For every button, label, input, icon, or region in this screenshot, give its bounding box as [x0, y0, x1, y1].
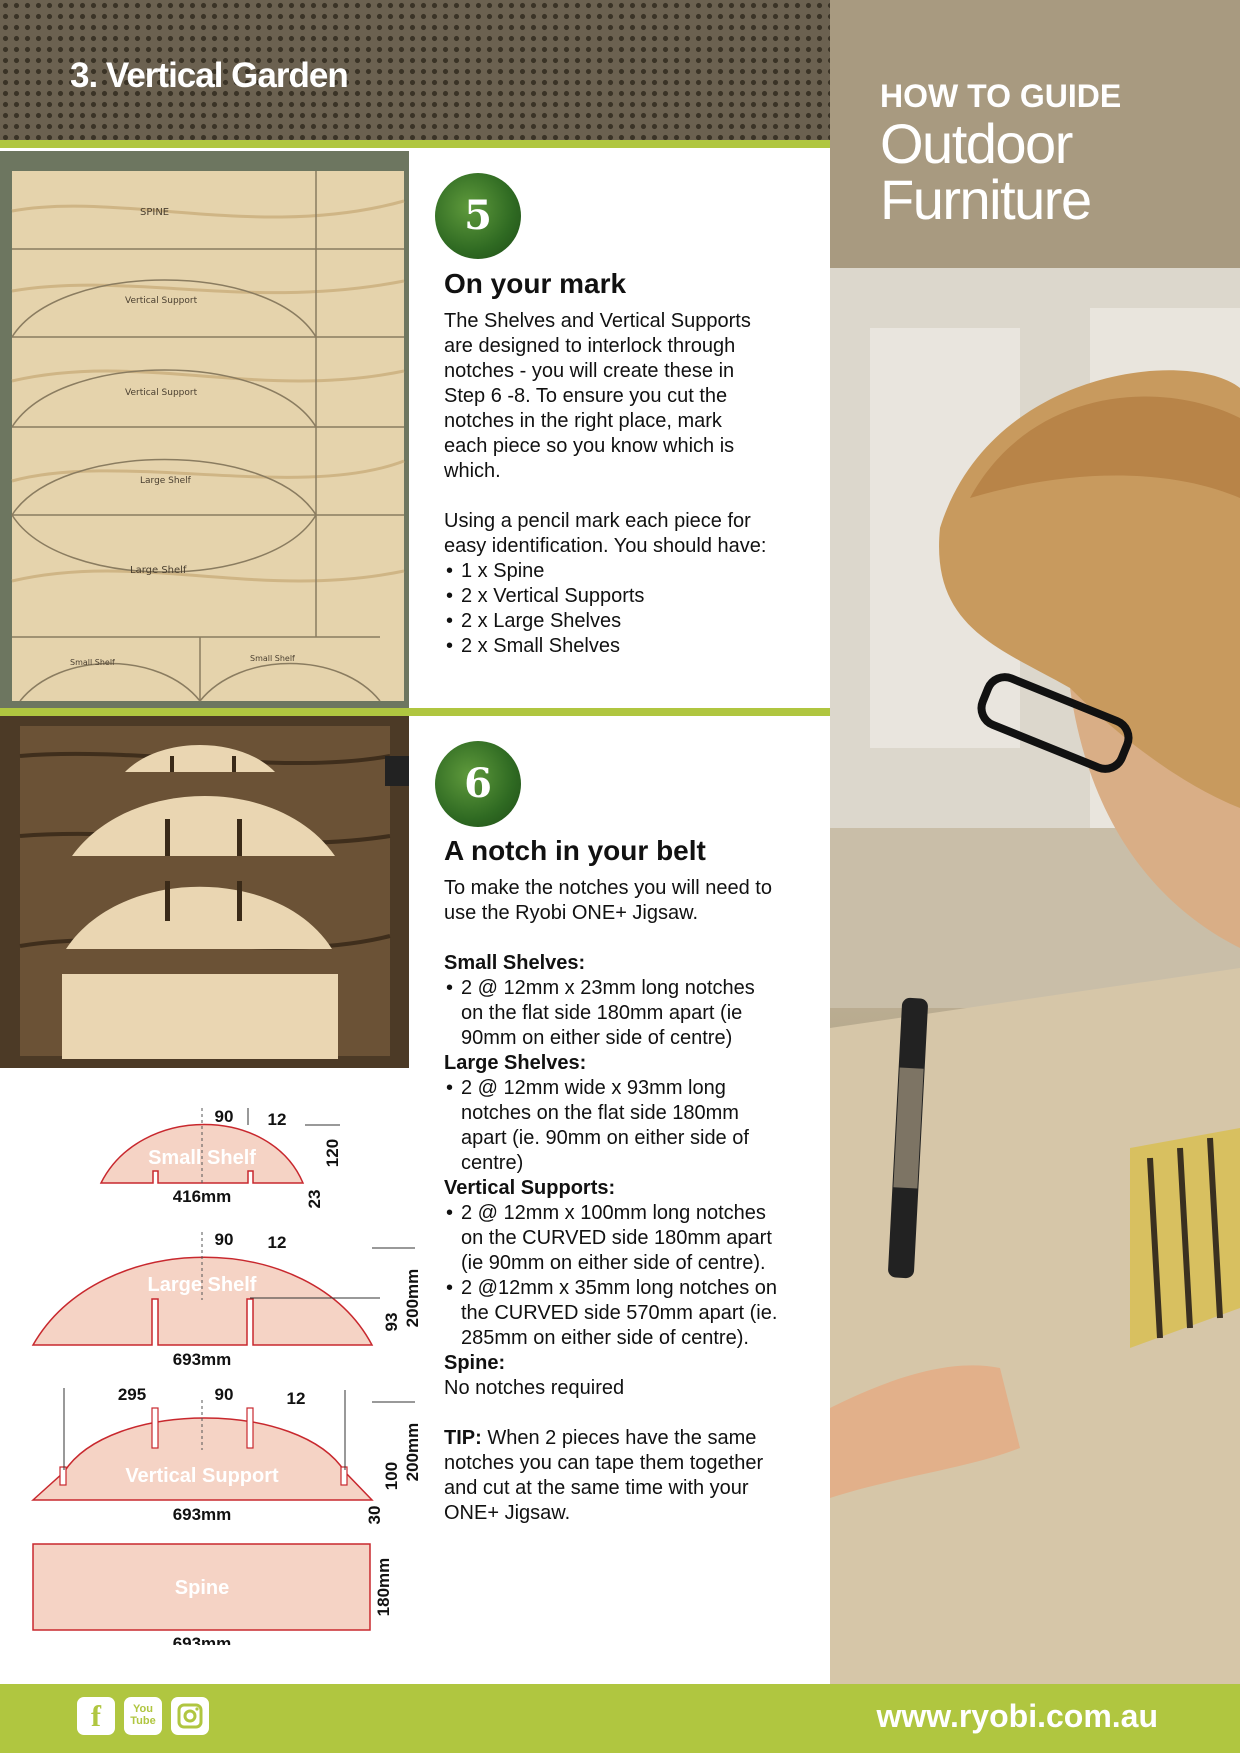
paragraph: Using a pencil mark each piece for easy identification. You should have: — [444, 510, 767, 557]
header-banner — [0, 0, 830, 140]
spine-title: Spine: — [444, 1352, 506, 1374]
piece-name: Large Shelf — [147, 1274, 257, 1296]
offset-label: 90 — [214, 1107, 234, 1126]
header-divider — [0, 140, 830, 148]
step-6-heading: A notch in your belt — [444, 835, 706, 866]
section-divider — [0, 708, 830, 716]
step-5-heading: On your mark — [444, 268, 627, 299]
step-number: 6 — [464, 760, 492, 807]
cut-pieces-photo — [0, 716, 409, 1068]
list-item: • 2 x Large Shelves — [444, 609, 804, 634]
label-small-shelf: Small Shelf — [250, 654, 295, 663]
step-6-body — [444, 876, 824, 1526]
step-number: 5 — [464, 192, 492, 239]
list-item: • 1 x Spine — [444, 559, 804, 584]
list-item: • 2 @ 12mm x 23mm long notches on the flat side 180mm apart (ie 90mm on either side of centre) — [444, 976, 824, 1051]
paragraph: The Shelves and Vertical Supports are designed to interlock through notches - you will create these in Step 6 -8. To ensure you cut the notches in the right place, mark each piece so you know which is which. — [444, 310, 751, 482]
marked-plywood-photo — [0, 151, 409, 708]
notch-length-label: 100 — [382, 1461, 401, 1491]
label-large-shelf: Large Shelf — [130, 565, 187, 576]
notch-length-label: 23 — [305, 1189, 324, 1209]
base-label: 30 — [365, 1505, 384, 1525]
step-5-body — [444, 309, 804, 659]
tip: TIP: When 2 pieces have the same notches you can tape them together and cut at the same time with your ONE+ Jigsaw. — [444, 1427, 764, 1524]
guide-title — [880, 112, 1091, 231]
list-item: • 2 x Small Shelves — [444, 634, 804, 659]
list-item: • 2 @12mm x 35mm long notches on the CURVED side 570mm apart (ie. 285mm on either side of centre). — [444, 1276, 824, 1351]
guide-title-line1: Outdoor — [880, 112, 1072, 175]
width-label: 693mm — [172, 1350, 232, 1369]
width-label: 693mm — [172, 1505, 232, 1524]
notch-width-label: 12 — [267, 1233, 287, 1252]
large-shelf-diagram — [33, 1230, 422, 1369]
woman-drawing-photo — [830, 268, 1240, 1684]
tip-label: TIP: — [444, 1427, 482, 1449]
guide-title-line2: Furniture — [880, 168, 1091, 231]
list-item: • 2 x Vertical Supports — [444, 584, 804, 609]
small-shelves-title: Small Shelves: — [444, 952, 586, 974]
small-shelf-diagram — [101, 1107, 342, 1208]
piece-name: Vertical Support — [125, 1465, 279, 1487]
label-spine: SPINE — [140, 207, 170, 218]
height-label: 180mm — [374, 1557, 393, 1617]
list-item: • 2 @ 12mm wide x 93mm long notches on the flat side 180mm apart (ie. 90mm on either side of centre) — [444, 1076, 824, 1176]
piece-name: Spine — [174, 1577, 230, 1599]
height-label: 200mm — [403, 1268, 422, 1328]
step-6-badge — [435, 741, 521, 827]
label-vertical-support: Vertical Support — [125, 296, 198, 306]
label-large-shelf: Large Shelf — [140, 476, 191, 486]
outer-offset-label: 295 — [117, 1385, 147, 1404]
website-link[interactable]: www.ryobi.com.au — [876, 1698, 1158, 1734]
piece-name: Small Shelf — [148, 1147, 256, 1169]
step-5-badge — [435, 173, 521, 259]
notch-width-label: 12 — [286, 1389, 306, 1408]
vertical-support-diagram — [33, 1385, 422, 1524]
height-label: 120 — [323, 1138, 342, 1168]
vertical-supports-title: Vertical Supports: — [444, 1177, 616, 1199]
pieces-list — [444, 559, 804, 659]
youtube-icon[interactable]: You Tube — [124, 1697, 162, 1735]
cutting-diagram — [0, 1085, 430, 1645]
spine-diagram — [33, 1544, 393, 1645]
label-small-shelf: Small Shelf — [70, 658, 115, 667]
notch-width-label: 12 — [267, 1110, 287, 1129]
offset-label: 90 — [214, 1230, 234, 1249]
large-shelves-title: Large Shelves: — [444, 1052, 587, 1074]
width-label: 693mm — [172, 1634, 232, 1645]
spine-text: No notches required — [444, 1377, 625, 1399]
guide-label: HOW TO GUIDE — [880, 78, 1122, 114]
label-vertical-support: Vertical Support — [125, 388, 198, 398]
offset-label: 90 — [214, 1385, 234, 1404]
instagram-icon[interactable] — [171, 1697, 209, 1735]
height-label: 200mm — [403, 1422, 422, 1482]
section-title: 3. Vertical Garden — [70, 56, 348, 95]
facebook-icon[interactable]: f — [77, 1697, 115, 1735]
list-item: • 2 @ 12mm x 100mm long notches on the CURVED side 180mm apart (ie 90mm on either side of centre). — [444, 1201, 824, 1276]
width-label: 416mm — [172, 1187, 232, 1206]
notch-length-label: 93 — [382, 1312, 401, 1332]
paragraph: To make the notches you will need to use the Ryobi ONE+ Jigsaw. — [444, 877, 772, 924]
